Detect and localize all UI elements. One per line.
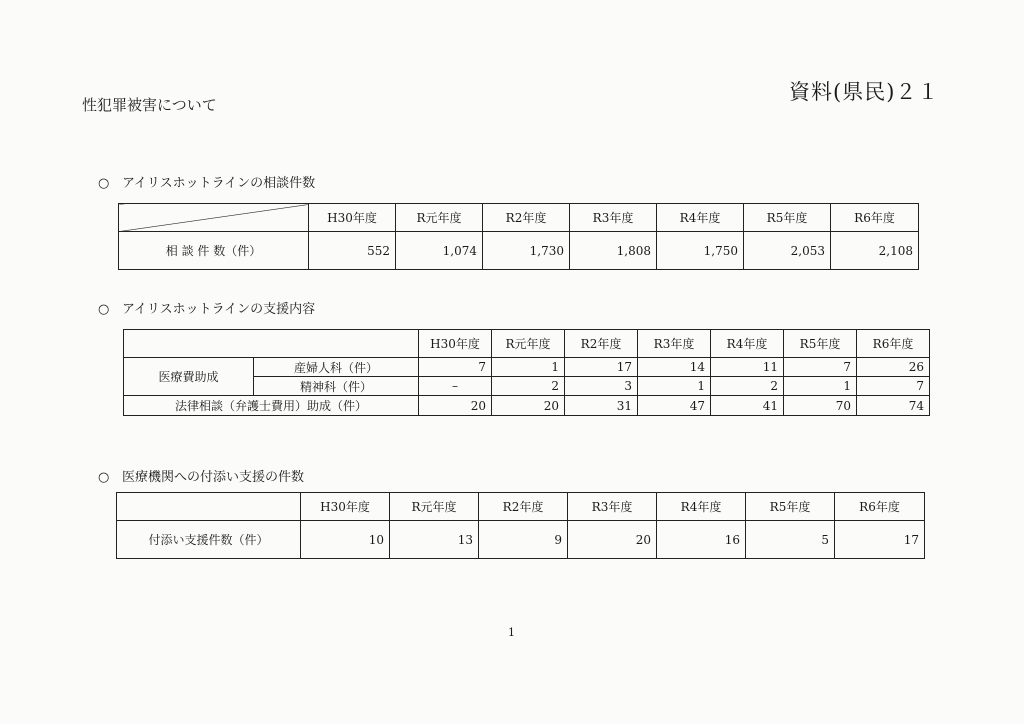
document-label: 資料(県民)２１: [789, 80, 940, 104]
value-cell: 47: [638, 396, 711, 416]
header-cell: R元年度: [396, 204, 483, 232]
value-cell: 7: [419, 358, 492, 377]
value-cell: 31: [565, 396, 638, 416]
table-row: [117, 521, 925, 559]
section1-heading-text: アイリスホットラインの相談件数: [122, 176, 316, 191]
value-cell: 1: [784, 377, 857, 396]
header-cell: H30年度: [309, 204, 396, 232]
header-cell: R3年度: [570, 204, 657, 232]
value-cell: –: [419, 377, 492, 396]
header-cell: R2年度: [565, 330, 638, 358]
consultation-count-table: [118, 203, 919, 270]
table-header-row: [119, 204, 919, 232]
value-cell: 7: [857, 377, 930, 396]
value-cell: 17: [835, 521, 925, 559]
table-row: [124, 396, 930, 416]
circle-bullet-icon: ○: [98, 470, 110, 485]
value-cell: 552: [309, 232, 396, 270]
row-label: 法律相談（弁護士費用）助成（件）: [124, 396, 419, 416]
value-cell: 1,808: [570, 232, 657, 270]
value-cell: 20: [419, 396, 492, 416]
value-cell: 26: [857, 358, 930, 377]
page-title: 性犯罪被害について: [82, 96, 217, 114]
value-cell: 2: [492, 377, 565, 396]
header-cell: R5年度: [744, 204, 831, 232]
diagonal-header-cell: [119, 204, 309, 232]
value-cell: 16: [657, 521, 746, 559]
header-cell: R6年度: [835, 493, 925, 521]
value-cell: 41: [711, 396, 784, 416]
header-cell: R2年度: [483, 204, 570, 232]
value-cell: 70: [784, 396, 857, 416]
value-cell: 2,053: [744, 232, 831, 270]
row-label: 相 談 件 数（件）: [119, 232, 309, 270]
value-cell: 20: [568, 521, 657, 559]
value-cell: 9: [479, 521, 568, 559]
header-cell: H30年度: [301, 493, 390, 521]
table-header-row: [124, 330, 930, 358]
group-label: 医療費助成: [124, 358, 254, 396]
value-cell: 11: [711, 358, 784, 377]
blank-header-cell: [117, 493, 301, 521]
header-cell: R4年度: [657, 204, 744, 232]
header-cell: R元年度: [492, 330, 565, 358]
value-cell: 17: [565, 358, 638, 377]
value-cell: 13: [390, 521, 479, 559]
value-cell: 74: [857, 396, 930, 416]
value-cell: 1: [638, 377, 711, 396]
header-cell: R4年度: [657, 493, 746, 521]
header-cell: R6年度: [857, 330, 930, 358]
value-cell: 3: [565, 377, 638, 396]
header-cell: R5年度: [746, 493, 835, 521]
header-cell: R2年度: [479, 493, 568, 521]
section3-heading: [98, 466, 304, 485]
row-label: 産婦人科（件）: [254, 358, 419, 377]
header-cell: R4年度: [711, 330, 784, 358]
support-content-table: [123, 329, 930, 416]
value-cell: 2: [711, 377, 784, 396]
header-cell: R3年度: [638, 330, 711, 358]
header-cell: R5年度: [784, 330, 857, 358]
value-cell: 2,108: [831, 232, 919, 270]
table-row: [119, 232, 919, 270]
section2-heading: [98, 298, 315, 317]
value-cell: 1,074: [396, 232, 483, 270]
header-cell: R元年度: [390, 493, 479, 521]
section1-heading: [98, 172, 315, 191]
circle-bullet-icon: ○: [98, 176, 110, 191]
section2-heading-text: アイリスホットラインの支援内容: [122, 302, 316, 317]
value-cell: 1,730: [483, 232, 570, 270]
value-cell: 10: [301, 521, 390, 559]
page-number: 1: [508, 626, 515, 639]
value-cell: 1: [492, 358, 565, 377]
table-header-row: [117, 493, 925, 521]
header-cell: H30年度: [419, 330, 492, 358]
section3-heading-text: 医療機関への付添い支援の件数: [122, 470, 305, 485]
row-label: 精神科（件）: [254, 377, 419, 396]
table-row: [124, 358, 930, 377]
blank-header-cell: [124, 330, 419, 358]
value-cell: 14: [638, 358, 711, 377]
row-label: 付添い支援件数（件）: [117, 521, 301, 559]
value-cell: 5: [746, 521, 835, 559]
header-cell: R6年度: [831, 204, 919, 232]
accompaniment-support-table: [116, 492, 925, 559]
value-cell: 7: [784, 358, 857, 377]
circle-bullet-icon: ○: [98, 302, 110, 317]
value-cell: 1,750: [657, 232, 744, 270]
value-cell: 20: [492, 396, 565, 416]
header-cell: R3年度: [568, 493, 657, 521]
